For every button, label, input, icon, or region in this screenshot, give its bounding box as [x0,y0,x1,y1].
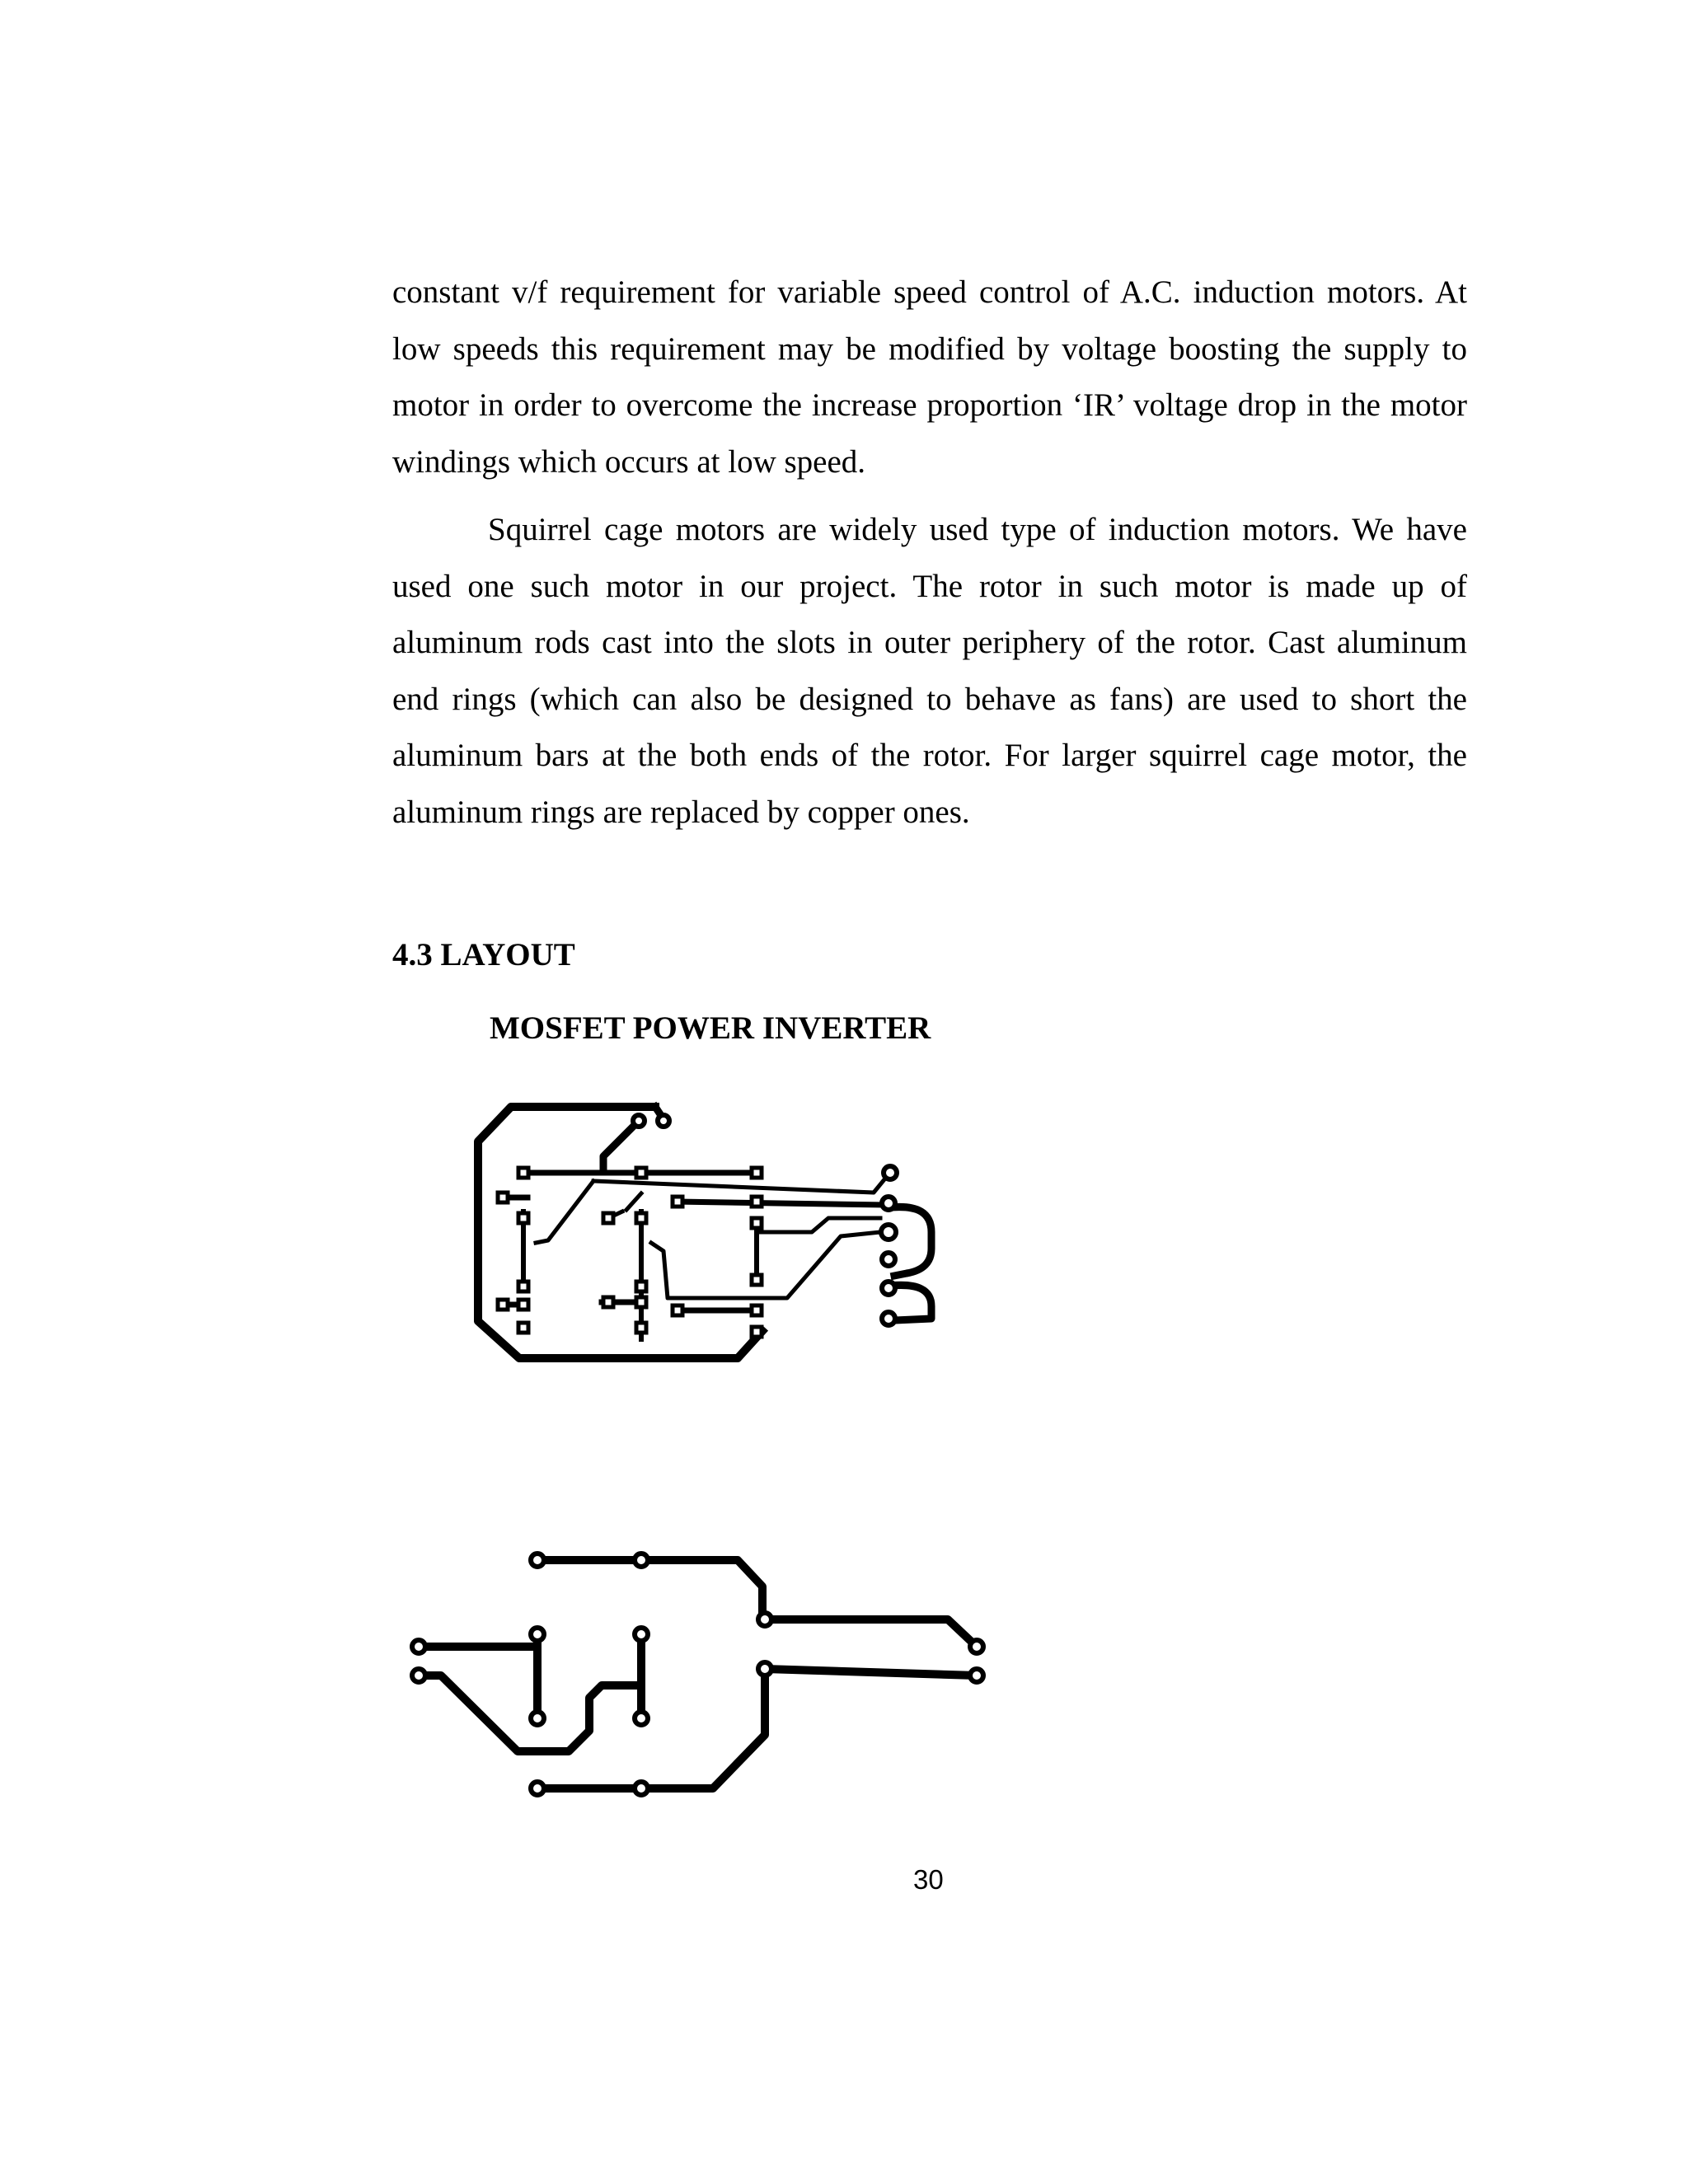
section-heading: 4.3 LAYOUT [392,937,575,972]
body-paragraph-1: constant v/f requirement for variable speed control of A.C. induction motors. At low speeds this requirement may be modified by voltage boosting the supply to motor in order to overcome the increase proportion ‘IR’ voltage drop in the motor windings which occurs at low speed. [392,274,1467,480]
figure-subheading: MOSFET POWER INVERTER [490,1010,931,1046]
page-number: 30 [913,1864,944,1895]
body-paragraph-2: Squirrel cage motors are widely used type of induction motors. We have used one such motor in our project. The rotor in such motor is made up of aluminum rods cast into the slots in outer periphery of the rotor. Cast aluminum end rings (which can also be designed to behave as fans) are used to short the aluminum bars at the both ends of the rotor. For larger squirrel cage motor, the aluminum rings are replaced by copper ones. [392,512,1467,830]
